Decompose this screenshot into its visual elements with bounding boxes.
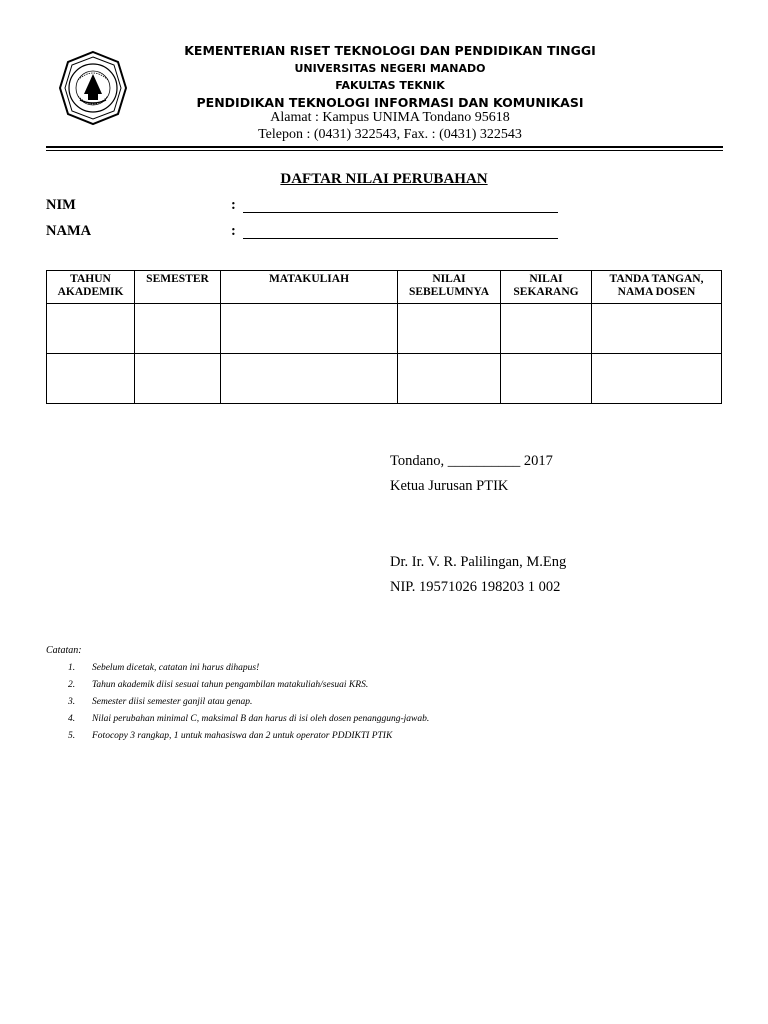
table-cell[interactable] [47, 354, 135, 404]
table-cell[interactable] [398, 304, 501, 354]
notes-title: Catatan: [46, 645, 82, 656]
header-nilai-sekarang: NILAI SEKARANG [501, 271, 592, 304]
list-item: 3. Semester diisi semester ganjil atau genap. [68, 697, 253, 707]
table-row [47, 304, 722, 354]
place-date: Tondano, __________ 2017 [390, 453, 553, 469]
grade-change-table [46, 270, 722, 404]
header-semester: SEMESTER [135, 271, 221, 304]
department-name: PENDIDIKAN TEKNOLOGI INFORMASI DAN KOMUNIKASI [196, 95, 584, 110]
table-cell[interactable] [592, 304, 722, 354]
header-nilai-sebelumnya: NILAI SEBELUMNYA [398, 271, 501, 304]
letterhead-divider-thick [46, 146, 723, 148]
header-tanda-tangan: TANDA TANGAN, NAMA DOSEN [592, 271, 722, 304]
table-header-row [47, 271, 722, 304]
header-tahun-akademik: TAHUN AKADEMIK [47, 271, 135, 304]
nama-colon: : [231, 223, 236, 239]
letterhead-divider-thin [46, 150, 723, 151]
list-item: 5. Fotocopy 3 rangkap, 1 untuk mahasiswa dan 2 untuk operator PDDIKTI PTIK [68, 731, 393, 741]
address-line: Alamat : Kampus UNIMA Tondano 95618 [270, 110, 510, 125]
list-item: 4. Nilai perubahan minimal C, maksimal B dan harus di isi oleh dosen penanggung-jawab. [68, 714, 430, 724]
list-item: 2. Tahun akademik diisi sesuai tahun pengambilan matakuliah/sesuai KRS. [68, 680, 369, 690]
university-seal-icon [58, 50, 128, 126]
university-name: UNIVERSITAS NEGERI MANADO [294, 62, 486, 75]
table-cell[interactable] [592, 354, 722, 404]
table-cell[interactable] [501, 354, 592, 404]
table-cell[interactable] [47, 304, 135, 354]
nim-label: NIM [46, 197, 76, 213]
table-row [47, 354, 722, 404]
nama-field-line[interactable] [243, 223, 558, 239]
nim-colon: : [231, 197, 236, 213]
phone-line: Telepon : (0431) 322543, Fax. : (0431) 322543 [258, 127, 522, 142]
signatory-nip: NIP. 19571026 198203 1 002 [390, 579, 561, 595]
signatory-name: Dr. Ir. V. R. Palilingan, M.Eng [390, 554, 567, 570]
header-matakuliah: MATAKULIAH [221, 271, 398, 304]
table-cell[interactable] [221, 304, 398, 354]
nama-label: NAMA [46, 223, 92, 239]
document-title: DAFTAR NILAI PERUBAHAN [280, 171, 488, 187]
table-cell[interactable] [135, 354, 221, 404]
table-cell[interactable] [221, 354, 398, 404]
faculty-name: FAKULTAS TEKNIK [335, 79, 445, 92]
signatory-position: Ketua Jurusan PTIK [390, 478, 509, 494]
ministry-name: KEMENTERIAN RISET TEKNOLOGI DAN PENDIDIKAN TINGGI [184, 43, 596, 58]
table-cell[interactable] [501, 304, 592, 354]
table-cell[interactable] [135, 304, 221, 354]
table-cell[interactable] [398, 354, 501, 404]
list-item: 1. Sebelum dicetak, catatan ini harus dihapus! [68, 663, 260, 673]
nim-field-line[interactable] [243, 197, 558, 213]
